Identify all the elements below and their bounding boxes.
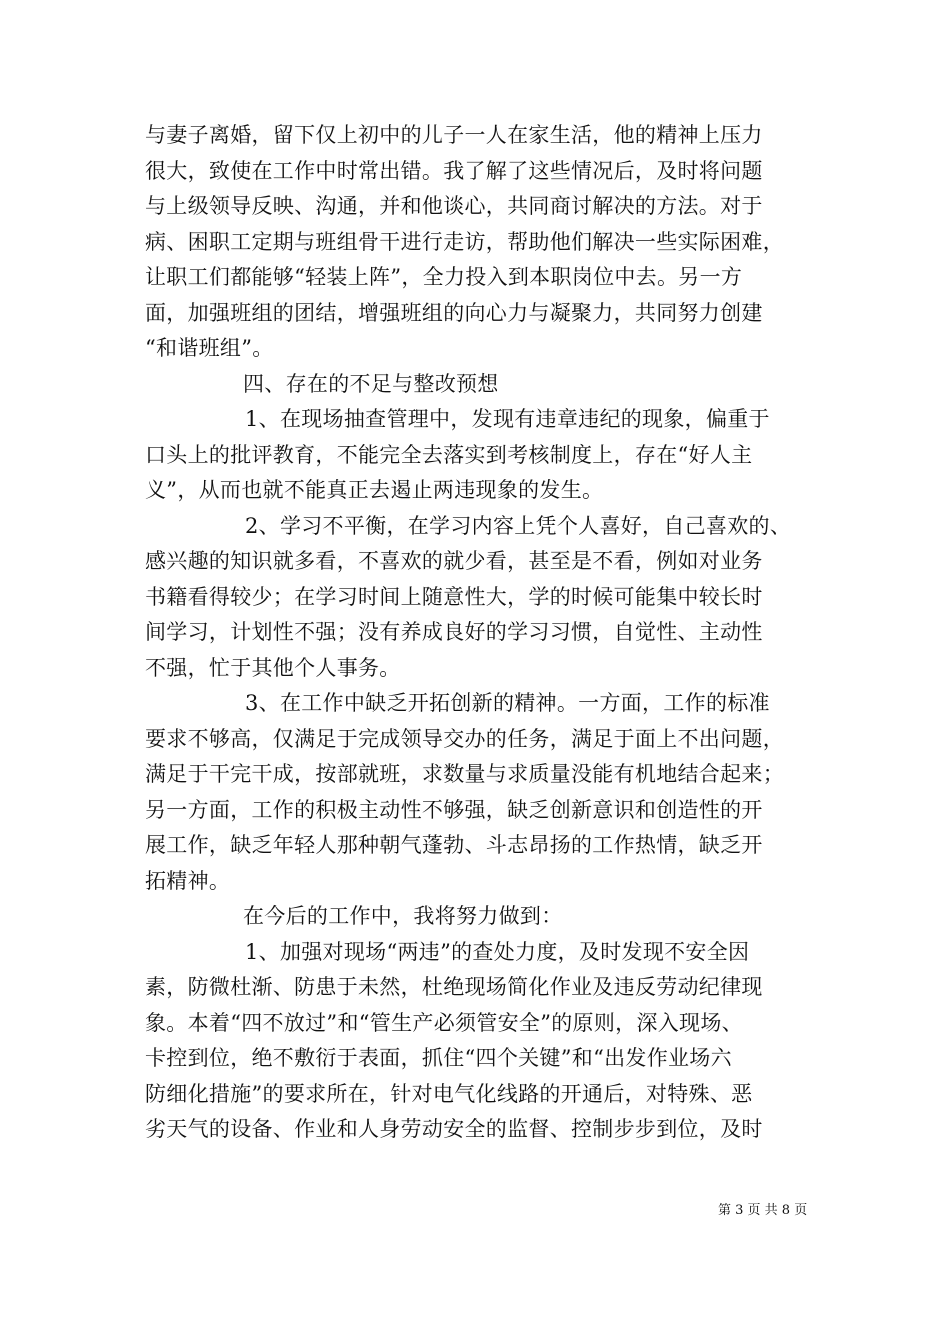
text-line: 感兴趣的知识就多看，不喜欢的就少看，甚至是不看，例如对业务 <box>145 549 763 573</box>
list-item-start: 1、加强对现场“两违”的查处力度，及时发现不安全因 <box>245 939 750 964</box>
text-line: 防细化措施”的要求所在，针对电气化线路的开通后，对特殊、恶 <box>145 1081 753 1106</box>
text-line: “和谐班组”。 <box>145 336 274 360</box>
section-heading: 四、存在的不足与整改预想 <box>243 371 499 396</box>
list-item-start: 1、在现场抽查管理中，发现有违章违纪的现象，偏重于 <box>245 407 770 431</box>
document-body <box>145 118 805 1148</box>
text-line: 很大，致使在工作中时常出错。我了解了这些情况后，及时将问题 <box>145 158 763 183</box>
text-line: 与妻子离婚，留下仅上初中的儿子一人在家生活，他的精神上压力 <box>145 123 763 147</box>
text-line: 展工作，缺乏年轻人那种朝气蓬勃、斗志昂扬的工作热情，缺乏开 <box>145 833 763 857</box>
text-line: 间学习，计划性不强；没有养成良好的学习习惯，自觉性、主动性 <box>145 620 763 644</box>
text-line: 不强，忙于其他个人事务。 <box>145 655 401 680</box>
paragraph-start: 在今后的工作中，我将努力做到： <box>243 904 563 928</box>
text-line: 拓精神。 <box>145 868 231 893</box>
text-line: 面，加强班组的团结，增强班组的向心力与凝聚力，共同努力创建 <box>145 300 763 325</box>
list-item-start: 2、学习不平衡，在学习内容上凭个人喜好，自己喜欢的、 <box>245 513 792 538</box>
text-line: 让职工们都能够“轻装上阵”，全力投入到本职岗位中去。另一方 <box>145 265 743 289</box>
text-line: 与上级领导反映、沟通，并和他谈心，共同商讨解决的方法。对于 <box>145 194 763 218</box>
text-line: 要求不够高，仅满足于完成领导交办的任务，满足于面上不出问题， <box>145 726 784 751</box>
text-line: 象。本着“四不放过”和“管生产必须管安全”的原则，深入现场、 <box>145 1010 743 1035</box>
text-line: 满足于干完干成，按部就班，求数量与求质量没能有机地结合起来； <box>145 762 784 786</box>
page-number: 第 3 页 共 8 页 <box>718 1203 808 1218</box>
text-line: 书籍看得较少；在学习时间上随意性大，学的时候可能集中较长时 <box>145 584 763 609</box>
text-line: 劣天气的设备、作业和人身劳动安全的监督、控制步步到位，及时 <box>145 1117 763 1141</box>
text-line: 卡控到位，绝不敷衍于表面，抓住“四个关键”和“出发作业场六 <box>145 1046 732 1070</box>
text-line: 另一方面，工作的积极主动性不够强，缺乏创新意识和创造性的开 <box>145 797 763 822</box>
text-line: 病、困职工定期与班组骨干进行走访，帮助他们解决一些实际困难， <box>145 229 784 254</box>
text-line: 义”，从而也就不能真正去遏止两违现象的发生。 <box>145 478 604 502</box>
text-line: 素，防微杜渐、防患于未然，杜绝现场简化作业及违反劳动纪律现 <box>145 975 763 999</box>
list-item-start: 3、在工作中缺乏开拓创新的精神。一方面，工作的标准 <box>245 691 770 715</box>
text-line: 口头上的批评教育，不能完全去落实到考核制度上，存在“好人主 <box>145 442 753 467</box>
